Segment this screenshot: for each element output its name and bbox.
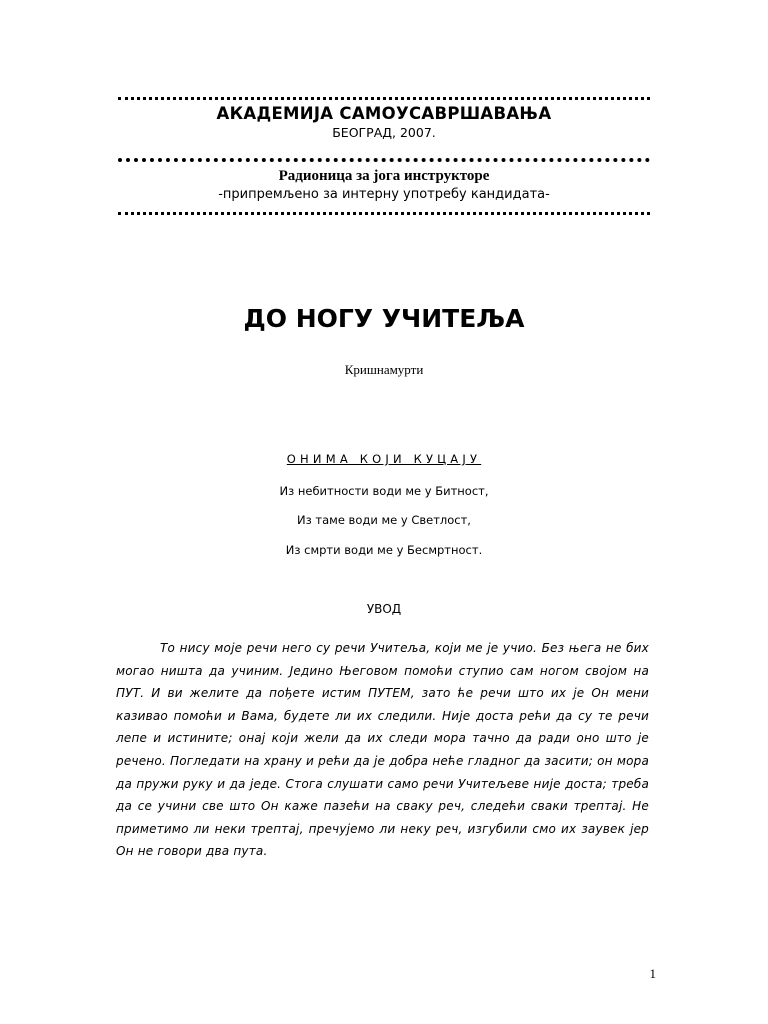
verse-line-3: Из смрти води ме у Бесмртност.: [285, 543, 483, 557]
intro-heading: УВОД: [366, 602, 402, 616]
dotted-rule-middle: [118, 158, 650, 168]
prepared-note: -припремљено за интерну употребу кандидата-: [218, 187, 550, 202]
city-year: БЕОГРАД, 2007.: [332, 125, 436, 140]
dotted-rule-bottom: [118, 212, 650, 221]
intro-paragraph-text: То нису моје речи него су речи Учитеља, који ме је учио. Без њега не бих могао ништа да учиним. Једино Његовом помоћи ступио сам ногом својом на ПУТ. И ви желите да пођете истим ПУТЕМ, зато ће речи што их је Он мени казивао помоћи и Вама, будете ли их следили. Није доста рећи да су те речи лепе и истините; онај који жели да их следи мора тачно да ради оно што је речено. Погледати на храну и рећи да је добра неће гладног да засити; он мора да пружи руку и да једе. Стога слушати само речи Учитељеве није доста; треба да се учини све што Он каже пазећи на сваку реч, следећи сваки трептај. Не приметимо ли неки трептај, пречујемо ли неку реч, изгубили смо их заувек јер Он не говори два пута.: [116, 641, 649, 859]
verse-line-2: Из таме води ме у Светлост,: [297, 513, 471, 527]
workshop-title: Радионица за јога инструкторе: [278, 168, 490, 184]
author-name: Кришнамурти: [344, 362, 424, 377]
academy-name: АКАДЕМИЈА САМОУСАВРШАВАЊА: [216, 104, 552, 123]
intro-paragraph: [116, 637, 649, 863]
verse-line-1: Из небитности води ме у Битност,: [279, 484, 489, 498]
page-number: 1: [649, 966, 656, 981]
book-title: ДО НОГУ УЧИТЕЉА: [243, 304, 525, 333]
dedication-heading: ОНИМА КОЈИ КУЦАЈУ: [286, 452, 482, 466]
